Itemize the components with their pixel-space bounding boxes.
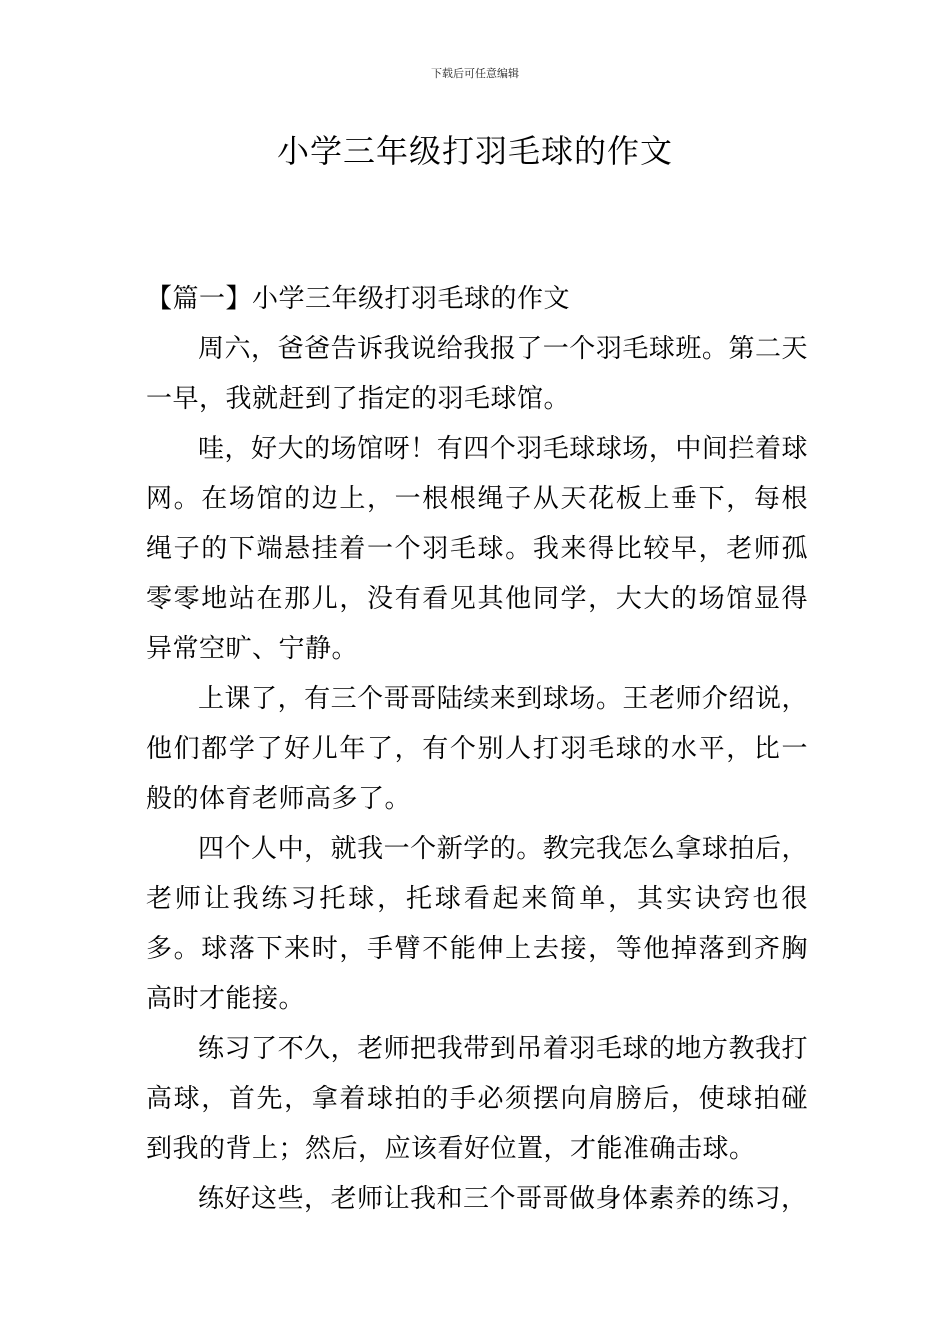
paragraph-3: 上课了，有三个哥哥陆续来到球场。王老师介绍说，他们都学了好儿年了，有个别人打羽毛球的水平，比一般的体育老师高多了。 — [146, 684, 808, 814]
paragraph-1: 周六，爸爸告诉我说给我报了一个羽毛球班。第二天一早，我就赶到了指定的羽毛球馆。 — [146, 334, 808, 414]
paragraph-4: 四个人中，就我一个新学的。教完我怎么拿球拍后，老师让我练习托球，托球看起来简单，其实诀窍也很多。球落下来时，手臂不能伸上去接，等他掉落到齐胸高时才能接。 — [146, 834, 808, 1014]
document-title: 小学三年级打羽毛球的作文 — [276, 132, 673, 170]
paragraph-2: 哇，好大的场馆呀！有四个羽毛球球场，中间拦着球网。在场馆的边上，一根根绳子从天花板上垂下，每根绳子的下端悬挂着一个羽毛球。我来得比较早，老师孤零零地站在那儿，没有看见其他同学，大大的场馆显得异常空旷、宁静。 — [146, 434, 808, 664]
paragraph-5: 练习了不久，老师把我带到吊着羽毛球的地方教我打高球，首先，拿着球拍的手必须摆向肩膀后，使球拍碰到我的背上；然后，应该看好位置，才能准确击球。 — [146, 1034, 808, 1164]
paragraph-6: 练好这些，老师让我和三个哥哥做身体素养的练习， — [198, 1184, 808, 1214]
section-heading: 【篇一】小学三年级打羽毛球的作文 — [146, 284, 571, 314]
page-header-note: 下载后可任意编辑 — [431, 67, 519, 80]
document-body — [146, 274, 808, 1224]
